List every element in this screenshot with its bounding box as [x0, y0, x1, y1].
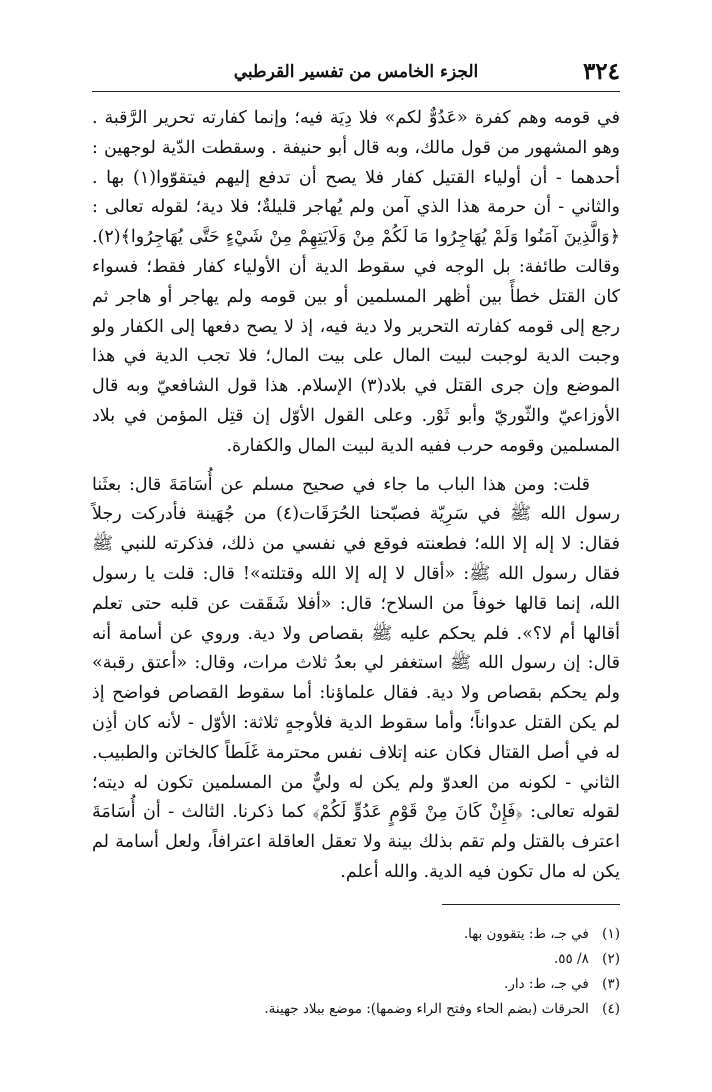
footnote	[92, 997, 620, 1022]
body-paragraph-1: في قومه وهم كفرة «عَدُوٌّ لكم» فلا دِيَة فيه؛ وإنما كفارته تحرير الرَّقبة . وهو المشهور من قول مالك، وبه قال أبو حنيفة . وسقطت الدّية لوجهين : أحدهما - أن أولياء القتيل كفار فلا يصح أن تدفع إليهم فيتقوّوا(١) بها . والثاني - أن حرمة هذا الذي آمن ولم يُهاجر قليلةٌ؛ فلا دية؛ لقوله تعالى : ﴿وَالَّذِينَ آمَنُوا وَلَمْ يُهَاجِرُوا مَا لَكُمْ مِنْ وَلَايَتِهِمْ مِنْ شَيْءٍ حَتَّى يُهَاجِرُوا﴾(٢). وقالت طائفة: بل الوجه في سقوط الدية أن الأولياء كفار فقط؛ فسواء كان القتل خطأً بين أظهر المسلمين أو بين قومه ولم يهاجر أو هاجر ثم رجع إلى قومه كفارته التحرير ولا دية فيه، إذ لا يصح دفعها إلى الكفار ولو وجبت الدية لوجبت لبيت المال على بيت المال؛ فلا تجب الدية في هذا الموضع وإن جرى القتل في بلاد(٣) الإسلام. هذا قول الشافعيّ وبه قال الأوزاعيّ والثّوريّ وأبو ثَوْر. وعلى القول الأوّل إن قتِل المؤمن في بلاد المسلمين وقومه حرب ففيه الدية لبيت المال والكفارة.	[92, 108, 620, 456]
page-header	[92, 58, 620, 88]
main-text	[92, 104, 620, 888]
footnote-text: الحرقات (بضم الحاء وفتح الراء وضمها): موضع ببلاد جهينة.	[264, 1001, 589, 1017]
footnote-number: (٤)	[602, 1001, 620, 1017]
header-rule	[92, 91, 620, 92]
body-paragraph-2: قلت: ومن هذا الباب ما جاء في صحيح مسلم عن أُسَامَةَ قال: بعثَنا رسول الله ﷺ في سَرِيّة فصبّحنا الحُرَقَات(٤) من جُهَينة فأدركت رجلاً فقال: لا إله إلا الله؛ فطعنته فوقع في نفسي من ذلك، فذكرته للنبي ﷺ فقال رسول الله ﷺ: «أقال لا إله إلا الله وقتلته»! قال: قلت يا رسول الله، إنما قالها خوفاً من السلاح؛ قال: «أفلا شَقَقت عن قلبه حتى تعلم أقالها أم لا؟». فلم يحكم عليه ﷺ بقصاص ولا دية. وروي عن أسامة أنه قال: إن رسول الله ﷺ استغفر لي بعدُ ثلاث مرات، وقال: «أعتق رقبة» ولم يحكم بقصاص ولا دية. فقال علماؤنا: أما سقوط القصاص فواضح إذ لم يكن القتل عدواناً؛ وأما سقوط الدية فلأوجهٍ ثلاثة: الأوّل - لأنه كان أذِن له في أصل القتال فكان عنه إتلاف نفس محترمة غَلَطاً كالخاتن والطبيب. الثاني - لكونه من العدوّ ولم يكن له وليٌّ من المسلمين تكون له ديته؛ لقوله تعالى: ﴿فَإِنْ كَانَ مِنْ قَوْمٍ عَدُوٍّ لَكُمْ﴾ كما ذكرنا. الثالث - أن أُسَامَةَ اعترف بالقتل ولم تقم بذلك بينة ولا تعقل العاقلة اعترافاً، ولعل أسامة لم يكن له مال تكون فيه الدية. والله أعلم.	[92, 474, 620, 882]
running-title: الجزء الخامس من تفسير القرطبي	[233, 62, 479, 82]
footnote-number: (٢)	[602, 951, 620, 967]
footnotes	[92, 922, 620, 1022]
footnote-number: (٣)	[602, 976, 620, 992]
footnote	[92, 922, 620, 947]
footnote-number: (١)	[602, 926, 620, 942]
footnote-text: في جـ، ط: دار.	[504, 976, 589, 992]
footnote-text: في جـ، ط: يتقوون بها.	[463, 926, 589, 942]
footnote	[92, 947, 620, 972]
footnote	[92, 972, 620, 997]
page-number: ٣٢٤	[582, 58, 620, 85]
footnote-text: ٨/ ٥٥.	[553, 951, 589, 967]
footnote-rule	[442, 904, 620, 905]
